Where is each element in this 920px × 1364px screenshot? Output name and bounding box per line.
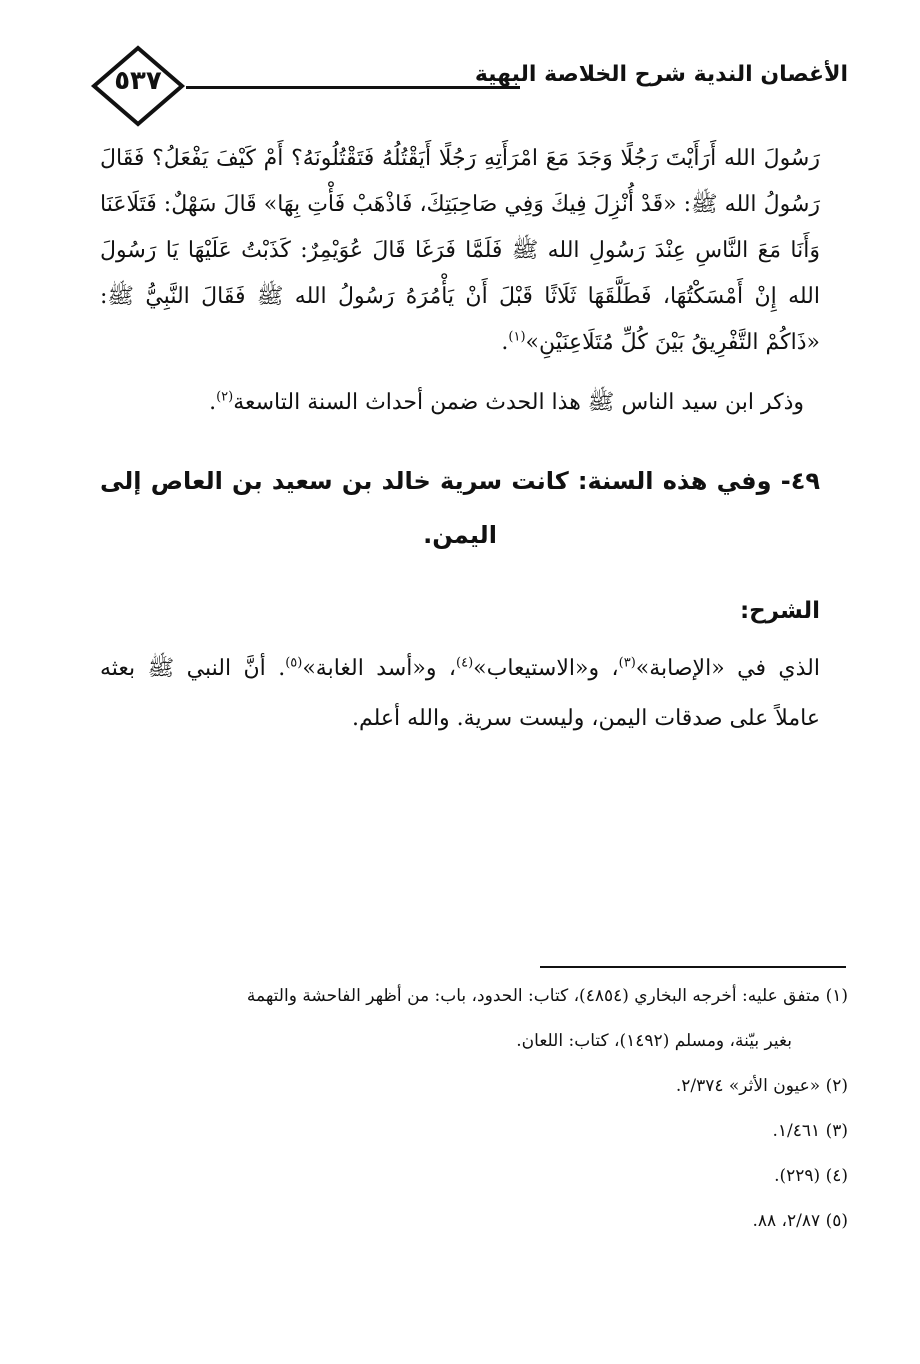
footnote-4: [96, 1164, 848, 1189]
footnote-number: (٤): [825, 1166, 848, 1186]
footnote-ref-4[interactable]: (٤): [456, 655, 474, 671]
main-text: [100, 136, 820, 744]
footnote-number: (٣): [825, 1121, 848, 1141]
page-header: [88, 44, 848, 128]
hadith-text: رَسُولَ الله أَرَأَيْتَ رَجُلًا وَجَدَ مَعَ امْرَأَتِهِ رَجُلًا أَيَقْتُلُهُ فَتَقْتُلُونَهُ؟ أَمْ كَيْفَ يَفْعَلُ؟ فَقَالَ رَسُولُ الله ﷺ: «قَدْ أُنْزِلَ فِيكَ وَفِي صَاحِبَتِكَ، فَاذْهَبْ فَأْتِ بِهَا» قَالَ سَهْلٌ: فَتَلَاعَنَا وَأَنَا مَعَ النَّاسِ عِنْدَ رَسُولِ الله ﷺ فَلَمَّا فَرَغَا قَالَ عُوَيْمِرٌ: كَذَبْتُ عَلَيْهَا يَا رَسُولَ الله إِنْ أَمْسَكْتُهَا، فَطَلَّقَهَا ثَلَاثًا قَبْلَ أَنْ يَأْمُرَهُ رَسُولُ الله ﷺ فَقَالَ النَّبِيُّ ﷺ: «ذَاكُمْ التَّفْرِيقُ بَيْنَ كُلِّ مُتَلَاعِنَيْنِ»: [100, 146, 820, 355]
footnote-text: ٢/٨٧، ٨٨.: [752, 1211, 821, 1231]
footnote-ref-1[interactable]: (١): [508, 329, 526, 345]
narration-paragraph: [100, 380, 820, 426]
page-number: ٥٣٧: [114, 66, 162, 96]
footnote-2: [96, 1074, 848, 1099]
running-title: الأغصان الندية شرح الخلاصة البهية: [474, 62, 848, 87]
narration-end: .: [209, 390, 217, 415]
narration-text: وذكر ابن سيد الناس ﷺ هذا الحدث ضمن أحداث السنة التاسعة: [233, 390, 804, 415]
header-rule: [186, 86, 520, 89]
footnote-number: (١): [825, 986, 848, 1006]
sharh-text-3: ، و«أسد الغابة»: [302, 656, 457, 681]
footnote-separator: [540, 966, 846, 968]
footnotes: [96, 984, 848, 1254]
footnote-number: (٢): [825, 1076, 848, 1096]
footnote-ref-2[interactable]: (٢): [216, 389, 234, 405]
footnote-5: [96, 1209, 848, 1234]
sharh-label: الشرح:: [739, 598, 820, 624]
page-number-badge: [88, 44, 188, 128]
footnote-number: (٥): [825, 1211, 848, 1231]
sharh-text-2: ، و«الاستيعاب»: [473, 656, 619, 681]
sharh-text-4: . أنَّ النبي ﷺ بعثه عاملاً على صدقات اليمن، وليست سرية. والله أعلم.: [100, 656, 820, 731]
footnote-1: [96, 984, 848, 1054]
footnote-ref-5[interactable]: (٥): [285, 655, 303, 671]
footnote-3: [96, 1119, 848, 1144]
section-heading: ٤٩- وفي هذه السنة: كانت سرية خالد بن سعيد بن العاص إلى اليمن.: [100, 467, 820, 549]
footnote-text: ١/٤٦١.: [772, 1121, 821, 1141]
footnote-ref-3[interactable]: (٣): [618, 655, 636, 671]
sharh-text-1: الذي في «الإصابة»: [635, 656, 820, 681]
sharh-paragraph: [100, 644, 820, 744]
hadith-paragraph: [100, 136, 820, 366]
footnote-text: (٢٢٩).: [774, 1166, 821, 1186]
footnote-text: «عيون الأثر» ٢/٣٧٤.: [675, 1076, 821, 1096]
footnote-text: متفق عليه: أخرجه البخاري (٤٨٥٤)، كتاب: الحدود، باب: من أظهر الفاحشة والتهمة: [246, 986, 821, 1006]
hadith-end: .: [501, 330, 509, 355]
footnote-continuation: بغير بيّنة، ومسلم (١٤٩٢)، كتاب: اللعان.: [516, 1031, 792, 1051]
